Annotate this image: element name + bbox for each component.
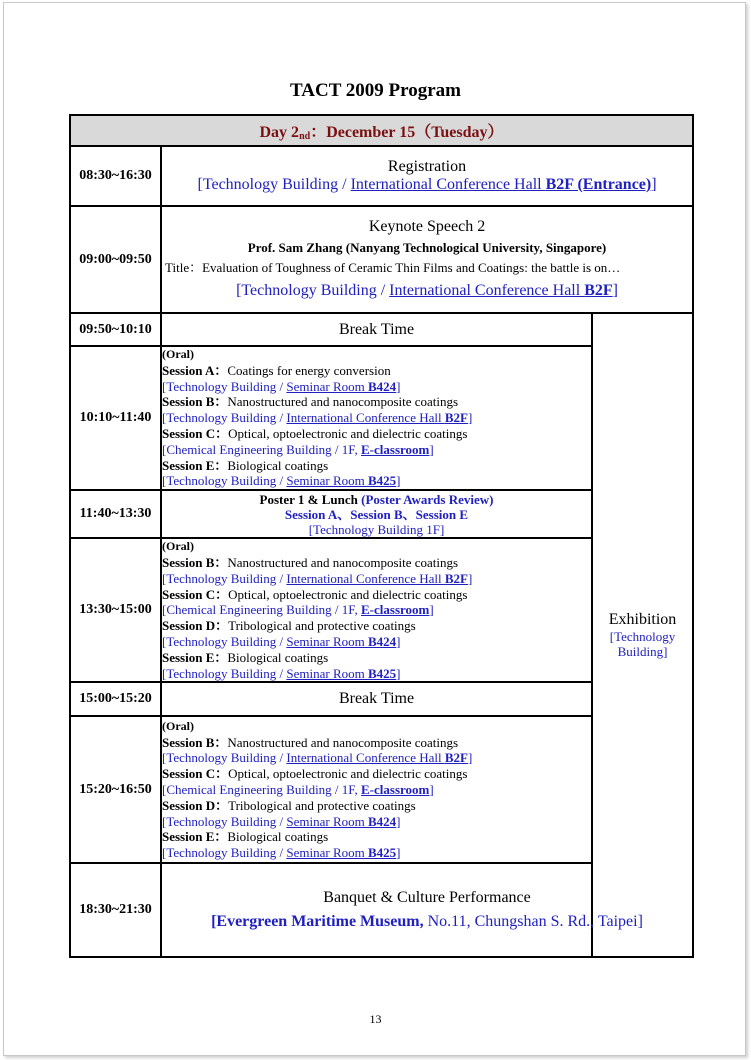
keynote-cell <box>161 206 693 313</box>
slot-2-cell <box>161 538 592 682</box>
keynote-time: 09:00~09:50 <box>70 206 161 313</box>
session-location-link[interactable]: Seminar Room B425 <box>286 473 397 489</box>
session-line: Session B：Nanostructured and nanocomposite coatings <box>162 734 459 750</box>
banquet-label: Banquet & Culture Performance <box>323 889 531 907</box>
session-location: [Technology Building / International Conference Hall B2F] <box>162 410 473 426</box>
session-line: Session C：Optical, optoelectronic and dielectric coatings <box>162 766 468 782</box>
session-location: [Technology Building / Seminar Room B425] <box>162 845 401 861</box>
session-line: Session C：Optical, optoelectronic and dielectric coatings <box>162 586 468 602</box>
session-line: Session E：Biological coatings <box>162 649 329 665</box>
day-header-row <box>70 115 693 146</box>
registration-label: Registration <box>387 158 467 175</box>
day-header-day: Day 2 <box>259 124 300 141</box>
registration-location: [Technology Building / International Conference Hall B2F (Entrance)] <box>197 176 657 193</box>
session-line: Session C：Optical, optoelectronic and dielectric coatings <box>162 425 468 441</box>
session-location: [Technology Building / International Conference Hall B2F] <box>162 750 473 766</box>
keynote-row <box>70 206 693 313</box>
session-line: Session E：Biological coatings <box>162 829 329 845</box>
oral-label: (Oral) <box>162 718 194 733</box>
poster-cell <box>161 490 592 538</box>
break-1-label: Break Time <box>161 313 592 346</box>
session-location-link[interactable]: E-classroom <box>361 602 430 618</box>
session-location-link[interactable]: E-classroom <box>361 781 430 797</box>
registration-time: 08:30~16:30 <box>70 146 161 206</box>
session-location: [Technology Building / Seminar Room B425] <box>162 665 401 681</box>
session-location: [Chemical Engineering Building / 1F, E-classroom] <box>162 781 434 797</box>
session-location: [Chemical Engineering Building / 1F, E-classroom] <box>162 441 434 457</box>
poster-time: 11:40~13:30 <box>70 490 161 538</box>
session-location: [Technology Building / Seminar Room B425] <box>162 473 401 489</box>
poster-line-1: Poster 1 & Lunch (Poster Awards Review) <box>259 491 494 507</box>
program-table <box>69 114 694 958</box>
session-location-link[interactable]: Seminar Room B424 <box>286 633 397 649</box>
slot-3-cell <box>161 716 592 863</box>
session-location-link[interactable]: Seminar Room B424 <box>286 378 397 394</box>
session-line: Session B：Nanostructured and nanocomposite coatings <box>162 394 459 410</box>
keynote-location-link[interactable]: International Conference Hall B2F <box>389 281 613 299</box>
break-2-time: 15:00~15:20 <box>70 682 161 716</box>
page-title: TACT 2009 Program <box>290 80 461 101</box>
session-location-link[interactable]: International Conference Hall B2F <box>286 410 468 426</box>
session-location-link[interactable]: International Conference Hall B2F <box>286 570 468 586</box>
registration-location-link[interactable]: International Conference Hall B2F (Entrance) <box>350 176 652 193</box>
registration-cell <box>161 146 693 206</box>
break-1-time: 09:50~10:10 <box>70 313 161 346</box>
session-line: Session D：Tribological and protective coatings <box>162 618 416 634</box>
oral-label: (Oral) <box>162 539 194 554</box>
exhibition-cell <box>592 313 693 957</box>
day-header-suffix: nd <box>299 131 311 142</box>
banquet-location: [Evergreen Maritime Museum, No.11, Chungshan S. Rd., Taipei] <box>211 913 643 931</box>
day-header-date: ：December 15（Tuesday） <box>310 124 504 141</box>
break-2-label: Break Time <box>161 682 592 716</box>
slot-1-time: 10:10~11:40 <box>70 346 161 490</box>
keynote-talk-title: Title：Evaluation of Toughness of Ceramic Thin Films and Coatings: the battle is on… <box>165 259 621 275</box>
session-location: [Chemical Engineering Building / 1F, E-classroom] <box>162 602 434 618</box>
day-header <box>70 115 693 146</box>
keynote-location: [Technology Building / International Conference Hall B2F] <box>236 281 618 299</box>
slot-2-time: 13:30~15:00 <box>70 538 161 682</box>
slot-1-cell <box>161 346 592 490</box>
exhibition-location-1: [Technology <box>609 629 676 645</box>
poster-line-2: Session A、Session B、Session E <box>284 506 469 522</box>
poster-line-3: [Technology Building 1F] <box>308 521 445 537</box>
session-line: Session B：Nanostructured and nanocomposite coatings <box>162 554 459 570</box>
session-location-link[interactable]: Seminar Room B425 <box>286 665 397 681</box>
banquet-cell <box>161 863 693 957</box>
session-location: [Technology Building / Seminar Room B424] <box>162 633 401 649</box>
oral-label: (Oral) <box>162 347 194 361</box>
session-location-link[interactable]: Seminar Room B425 <box>286 845 397 861</box>
exhibition-location-2: Building] <box>617 644 668 660</box>
session-location: [Technology Building / Seminar Room B424] <box>162 378 401 394</box>
registration-row <box>70 146 693 206</box>
slot-3-time: 15:20~16:50 <box>70 716 161 863</box>
page-number: 13 <box>369 1012 382 1026</box>
break-row-1 <box>70 313 693 346</box>
keynote-speaker: Prof. Sam Zhang (Nanyang Technological University, Singapore) <box>247 239 607 255</box>
exhibition-label: Exhibition <box>608 611 677 629</box>
session-location-link[interactable]: E-classroom <box>361 441 430 457</box>
session-location: [Technology Building / Seminar Room B424] <box>162 813 401 829</box>
session-location-link[interactable]: Seminar Room B424 <box>286 813 397 829</box>
session-line: Session A：Coatings for energy conversion <box>162 362 391 378</box>
session-line: Session D：Tribological and protective coatings <box>162 797 416 813</box>
session-location-link[interactable]: International Conference Hall B2F <box>286 750 468 766</box>
keynote-label: Keynote Speech 2 <box>368 217 486 235</box>
banquet-time: 18:30~21:30 <box>70 863 161 957</box>
session-location: [Technology Building / International Conference Hall B2F] <box>162 570 473 586</box>
session-line: Session E：Biological coatings <box>162 457 329 473</box>
banquet-row <box>70 863 693 957</box>
